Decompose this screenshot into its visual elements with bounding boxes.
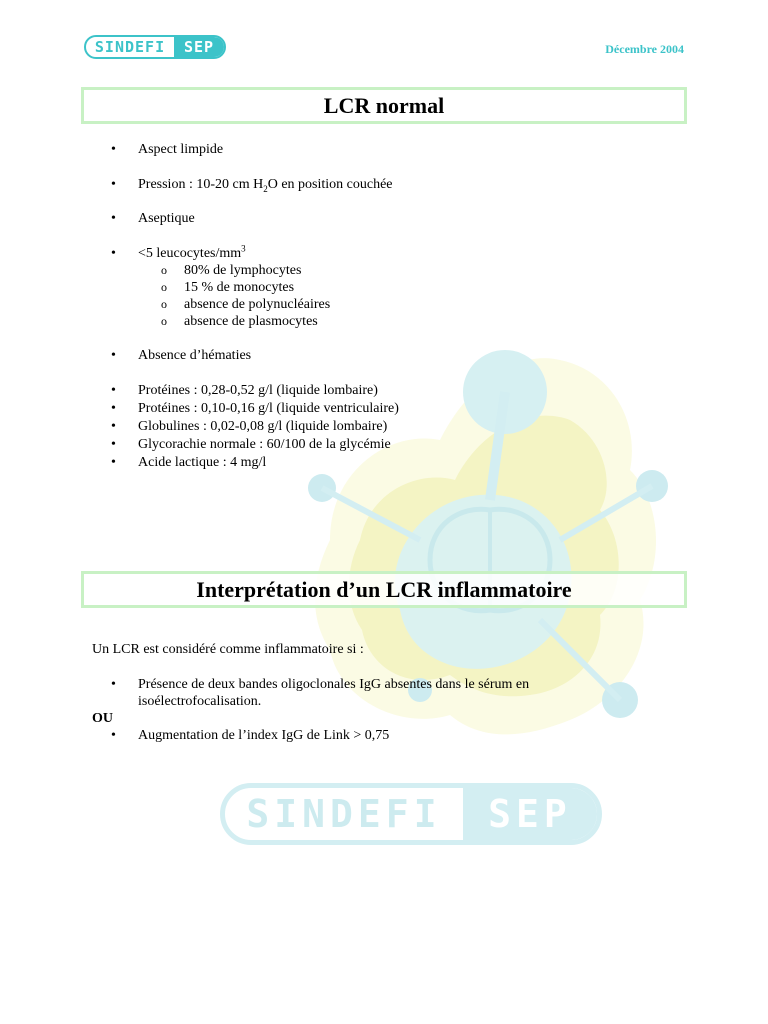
section-title-lcr-inflammatoire: Interprétation d’un LCR inflammatoire [196, 576, 572, 602]
list-item-pression [138, 176, 393, 193]
list-item-aspect: Aspect limpide [138, 142, 224, 157]
pression-text-end: O en position couchée [267, 177, 393, 192]
pression-text-start: Pression : 10-20 cm H [138, 177, 264, 192]
sindefi-sep-logo [84, 35, 226, 59]
list-item-index-igg: Augmentation de l’index IgG de Link > 0,75 [138, 728, 390, 743]
ou-separator: OU [92, 711, 113, 726]
bullet: • [111, 383, 116, 398]
list-item-proteines-lombaire: Protéines : 0,28-0,52 g/l (liquide lombaire) [138, 383, 378, 398]
list-item-globulines: Globulines : 0,02-0,08 g/l (liquide lombaire) [138, 419, 388, 434]
list-item-aseptique: Aseptique [138, 211, 195, 226]
list-item-leucocytes [138, 245, 246, 262]
document-date: Décembre 2004 [605, 42, 684, 56]
bullet: • [111, 348, 116, 363]
bullet: • [111, 246, 116, 261]
sub-item-polynucleaires: absence de polynucléaires [184, 297, 331, 312]
sub-item-plasmocytes: absence de plasmocytes [184, 314, 318, 329]
section-title-box-lcr-normal [81, 87, 687, 124]
leucocytes-superscript: 3 [241, 243, 246, 254]
bullet: • [111, 419, 116, 434]
bullet: • [111, 677, 116, 692]
intro-paragraph: Un LCR est considéré comme inflammatoire si : [92, 642, 364, 657]
bullet: • [111, 437, 116, 452]
sub-bullet: o [161, 280, 167, 294]
list-item-hematies: Absence d’hématies [138, 348, 252, 363]
pression-subscript: 2 [263, 183, 268, 194]
list-item-bandes-oligoclonales: Présence de deux bandes oligoclonales IgG absentes dans le sérum en isoélectrofocalisation. [138, 677, 530, 709]
watermark-logo-left-text: SINDEFI [246, 792, 442, 836]
bullet: • [111, 211, 116, 226]
logo-right-text: SEP [174, 37, 224, 57]
sub-item-lymphocytes: 80% de lymphocytes [184, 263, 302, 278]
sub-bullet: o [161, 263, 167, 277]
bullet: • [111, 401, 116, 416]
watermark-logo [220, 783, 602, 845]
section-title-lcr-normal: LCR normal [323, 92, 445, 118]
list-item-acide-lactique: Acide lactique : 4 mg/l [138, 455, 267, 470]
list-item-glycorachie: Glycorachie normale : 60/100 de la glycémie [138, 437, 391, 452]
bullet: • [111, 177, 116, 192]
leucocytes-text: <5 leucocytes/mm [138, 246, 242, 261]
bullet: • [111, 142, 116, 157]
list-item-proteines-ventriculaire: Protéines : 0,10-0,16 g/l (liquide ventriculaire) [138, 401, 399, 416]
bullet: • [111, 455, 116, 470]
section-title-box-lcr-inflammatoire [81, 571, 687, 608]
sub-bullet: o [161, 297, 167, 311]
sub-bullet: o [161, 314, 167, 328]
watermark-logo-right-text: SEP [463, 788, 597, 840]
bullet: • [111, 728, 116, 743]
sub-item-monocytes: 15 % de monocytes [184, 280, 295, 295]
logo-left-text: SINDEFI [94, 38, 166, 56]
